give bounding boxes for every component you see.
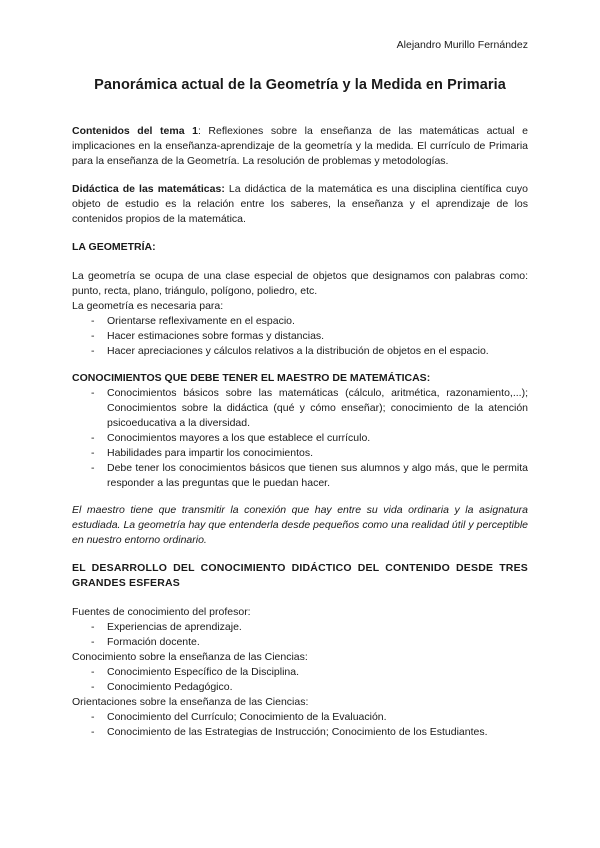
list-item: - Hacer estimaciones sobre formas y distancias. bbox=[72, 329, 528, 344]
list-item: - Conocimiento Específico de la Disciplina. bbox=[72, 665, 528, 680]
list-item: - Habilidades para impartir los conocimientos. bbox=[72, 446, 528, 461]
desarrollo-heading: EL DESARROLLO DEL CONOCIMIENTO DIDÁCTICO DEL CONTENIDO DESDE TRES GRANDES ESFERAS bbox=[72, 562, 528, 589]
geometria-heading: LA GEOMETRÍA: bbox=[72, 241, 156, 253]
list-item: - Conocimiento del Currículo; Conocimiento de la Evaluación. bbox=[72, 710, 528, 725]
geometria-necessary: La geometría es necesaria para: bbox=[72, 300, 224, 312]
list-item: - Orientarse reflexivamente en el espacio. bbox=[72, 314, 528, 329]
didactica-text: La didáctica de la matemática es una disciplina científica cuyo objeto de estudio es la relación entre los saberes, la enseñanza y el aprendizaje de los contenidos propios de la matemática. bbox=[72, 183, 528, 225]
list-item: - Debe tener los conocimientos básicos que tienen sus alumnos y algo más, que le permita responder a las preguntas que le puedan hacer. bbox=[72, 461, 528, 491]
desarrollo-list bbox=[72, 620, 528, 650]
desarrollo-group-label: Fuentes de conocimiento del profesor: bbox=[72, 606, 251, 618]
list-item: - Hacer apreciaciones y cálculos relativos a la distribución de objetos en el espacio. bbox=[72, 344, 528, 359]
author-name: Alejandro Murillo Fernández bbox=[396, 39, 528, 51]
geometria-list bbox=[72, 314, 528, 359]
list-item: - Conocimientos básicos sobre las matemáticas (cálculo, aritmética, razonamiento,...); Conocimientos sobre la didáctica (qué y cómo enseñar); conocimiento de la atención psicoeducativa a la diversidad. bbox=[72, 386, 528, 431]
contenidos-paragraph bbox=[72, 124, 528, 169]
geometria-intro: La geometría se ocupa de una clase especial de objetos que designamos con palabras como: punto, recta, plano, triángulo, polígono, poliedro, etc. bbox=[72, 270, 528, 297]
didactica-paragraph bbox=[72, 182, 528, 227]
contenidos-text: : Reflexiones sobre la enseñanza de las matemáticas actual e implicaciones en la enseñanza-aprendizaje de la geometría y la medida. El currículo de Primaria para la enseñanza de la Geometría. La resolución de problemas y metodologías. bbox=[72, 125, 528, 167]
desarrollo-section bbox=[72, 605, 528, 740]
geometria-section bbox=[72, 269, 528, 359]
list-item: - Formación docente. bbox=[72, 635, 528, 650]
list-item: - Conocimientos mayores a los que establece el currículo. bbox=[72, 431, 528, 446]
list-item: - Conocimiento de las Estrategias de Instrucción; Conocimiento de los Estudiantes. bbox=[72, 725, 528, 740]
contenidos-label: Contenidos del tema 1 bbox=[72, 125, 198, 137]
document-title: Panorámica actual de la Geometría y la Medida en Primaria bbox=[94, 77, 506, 93]
didactica-label: Didáctica de las matemáticas: bbox=[72, 183, 225, 195]
desarrollo-list bbox=[72, 710, 528, 740]
list-item: - Experiencias de aprendizaje. bbox=[72, 620, 528, 635]
conocimientos-heading: CONOCIMIENTOS QUE DEBE TENER EL MAESTRO DE MATEMÁTICAS: bbox=[72, 372, 431, 384]
italic-quote: El maestro tiene que transmitir la conexión que hay entre su vida ordinaria y la asignatura estudiada. La geometría hay que entenderla desde pequeños como una realidad útil y perceptible en nuestro entorno ordinario. bbox=[72, 504, 528, 546]
conocimientos-list bbox=[72, 386, 528, 491]
list-item: - Conocimiento Pedagógico. bbox=[72, 680, 528, 695]
conocimientos-section bbox=[72, 386, 528, 491]
desarrollo-list bbox=[72, 665, 528, 695]
desarrollo-group-label: Orientaciones sobre la enseñanza de las Ciencias: bbox=[72, 696, 309, 708]
desarrollo-group-label: Conocimiento sobre la enseñanza de las Ciencias: bbox=[72, 651, 308, 663]
